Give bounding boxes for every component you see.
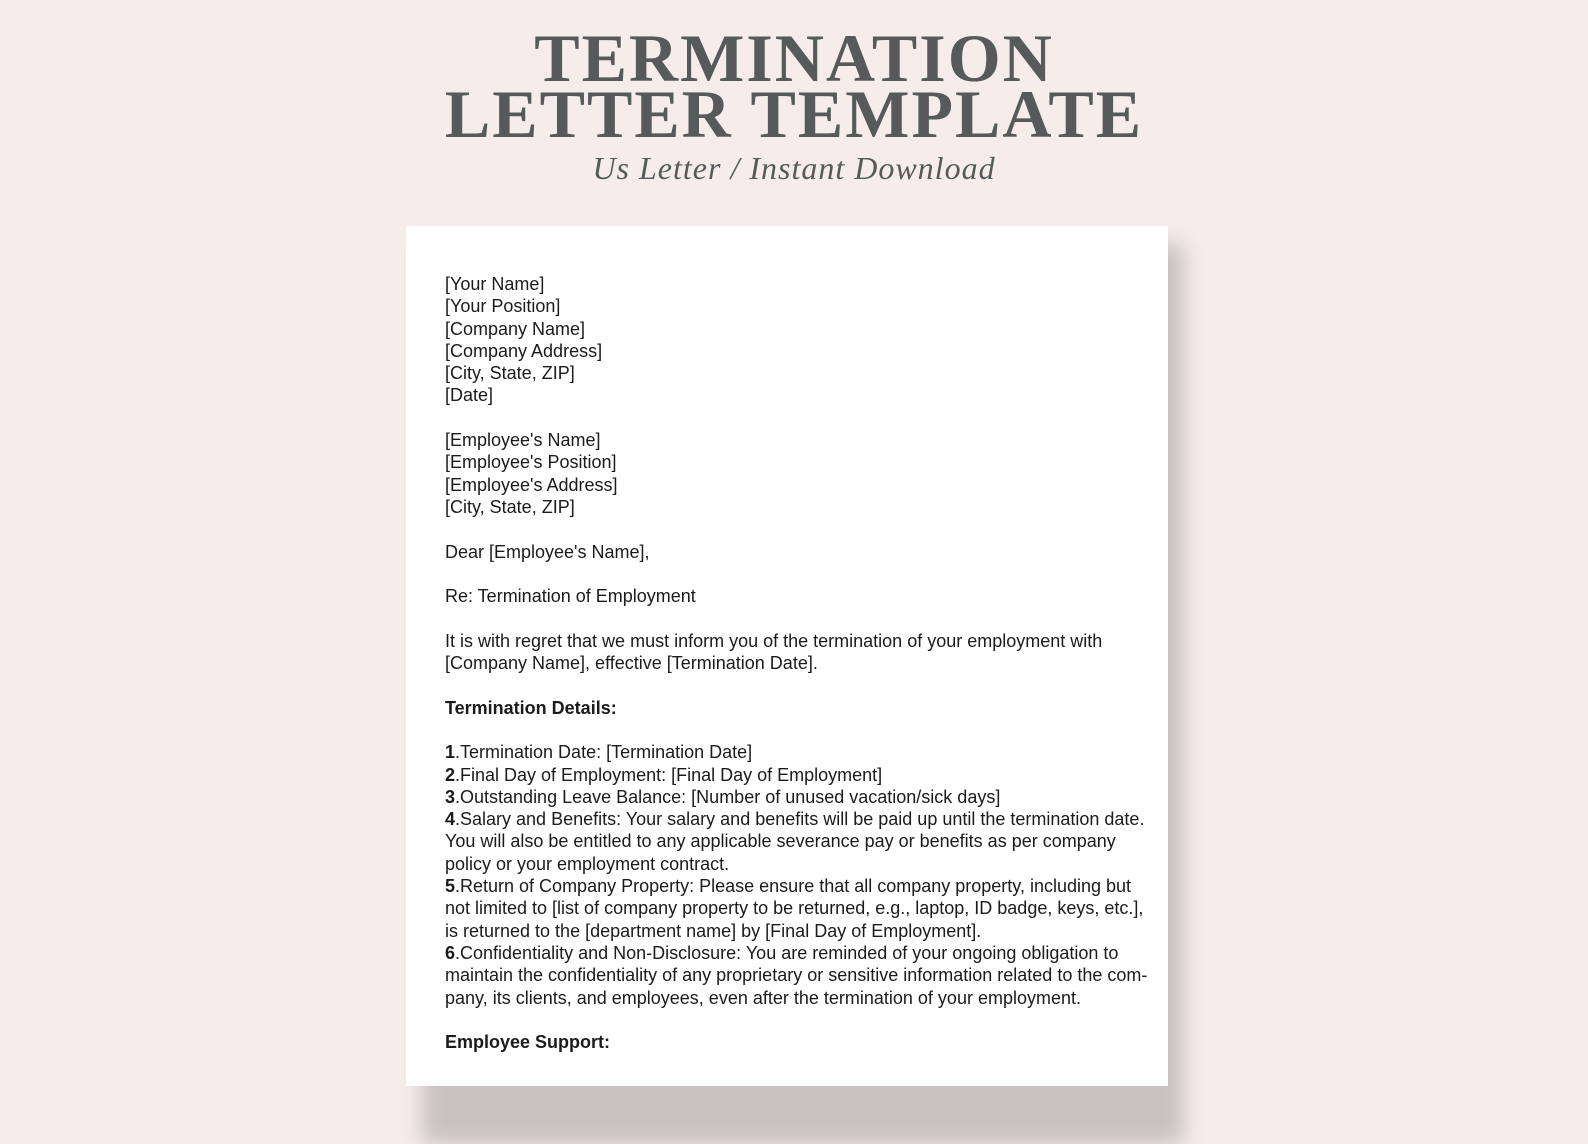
letter-body xyxy=(445,273,1148,1053)
details-heading: Termination Details: xyxy=(445,697,617,718)
sender-block xyxy=(445,273,1135,407)
spacer xyxy=(445,607,1135,629)
sender-date: [Date] xyxy=(445,385,494,406)
spacer xyxy=(445,1009,1135,1031)
spacer xyxy=(445,719,1135,741)
recipient-city: [City, State, ZIP] xyxy=(445,496,575,517)
listing-header xyxy=(0,20,1588,186)
spacer xyxy=(445,407,1135,429)
item-number: 5 xyxy=(445,876,456,897)
recipient-block xyxy=(445,429,1135,518)
intro-line: It is with regret that we must inform you of the termination of your employment with xyxy=(445,630,1103,651)
spacer xyxy=(445,674,1135,696)
re-line: Re: Termination of Employment xyxy=(445,586,696,607)
intro-line: [Company Name], effective [Termination Date]. xyxy=(445,653,818,674)
letter-page xyxy=(406,226,1168,1086)
list-item xyxy=(445,875,1144,942)
list-item xyxy=(445,786,1135,808)
list-item xyxy=(445,808,1145,875)
item-text: .Return of Company Property: Please ensure that all company property, including but xyxy=(455,876,1132,897)
subtitle: Us Letter / Instant Download xyxy=(592,150,996,186)
item-number: 6 xyxy=(445,942,456,963)
list-item xyxy=(445,942,1148,1009)
list-item xyxy=(445,764,1135,786)
item-text: pany, its clients, and employees, even after the termination of your employment. xyxy=(445,987,1081,1008)
spacer xyxy=(445,563,1135,585)
item-number: 2 xyxy=(445,764,456,785)
item-text: maintain the confidentiality of any proprietary or sensitive information related to the com- xyxy=(445,965,1148,986)
intro-paragraph xyxy=(445,630,1135,675)
item-text: .Confidentiality and Non-Disclosure: You are reminded of your ongoing obligation to xyxy=(455,942,1119,963)
item-number: 1 xyxy=(445,742,456,763)
spacer xyxy=(445,518,1135,540)
item-text: policy or your employment contract. xyxy=(445,853,730,874)
recipient-address: [Employee's Address] xyxy=(445,474,618,495)
title-line-2: LETTER TEMPLATE xyxy=(444,76,1144,152)
salutation: Dear [Employee's Name], xyxy=(445,541,650,562)
details-list xyxy=(445,741,1148,1009)
sender-name: [Your Name] xyxy=(445,274,545,294)
sender-address: [Company Address] xyxy=(445,340,603,361)
recipient-name: [Employee's Name] xyxy=(445,430,601,451)
item-text: .Salary and Benefits: Your salary and benefits will be paid up until the termination date. xyxy=(455,809,1145,830)
title-line-1: TERMINATION xyxy=(534,20,1054,96)
item-text: not limited to [list of company property to be returned, e.g., laptop, ID badge, keys, etc.], xyxy=(445,898,1144,919)
item-number: 3 xyxy=(445,786,456,807)
sender-position: [Your Position] xyxy=(445,296,561,317)
list-item xyxy=(445,741,1135,763)
sender-company: [Company Name] xyxy=(445,318,586,339)
recipient-position: [Employee's Position] xyxy=(445,452,617,473)
item-text: You will also be entitled to any applicable severance pay or benefits as per company xyxy=(445,831,1116,852)
item-text: .Outstanding Leave Balance: [Number of unused vacation/sick days] xyxy=(455,786,1001,807)
sender-city: [City, State, ZIP] xyxy=(445,363,575,384)
item-number: 4 xyxy=(445,809,456,830)
support-heading: Employee Support: xyxy=(445,1032,611,1053)
item-text: is returned to the [department name] by [Final Day of Employment]. xyxy=(445,920,982,941)
item-text: .Final Day of Employment: [Final Day of Employment] xyxy=(455,764,883,785)
item-text: .Termination Date: [Termination Date] xyxy=(455,742,753,763)
